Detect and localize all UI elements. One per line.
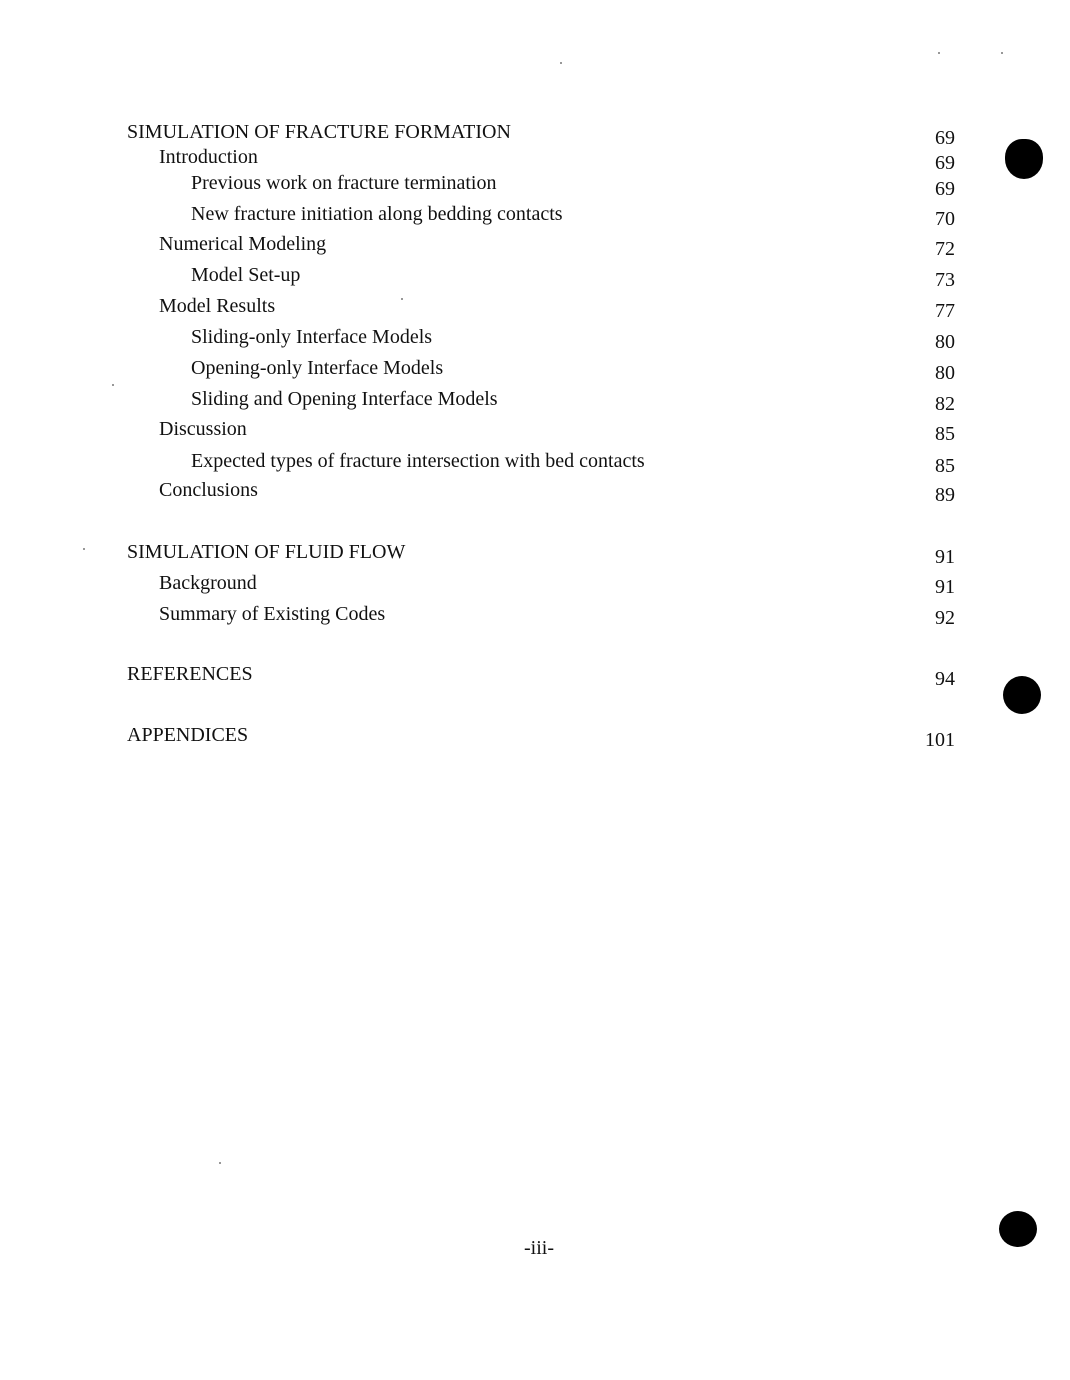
toc-entry (0, 263, 1070, 293)
toc-entry (0, 387, 1070, 417)
toc-entry-page: 69 (935, 127, 955, 149)
toc-entry (0, 232, 1070, 262)
toc-entry-title: Opening-only Interface Models (191, 357, 444, 379)
toc-entry-title: Conclusions (159, 479, 258, 501)
toc-entry (0, 478, 1070, 508)
punch-hole-bottom (999, 1211, 1037, 1247)
toc-entry-page: 70 (935, 208, 955, 230)
toc-entry-page: 69 (935, 178, 955, 200)
toc-entry-page: 85 (935, 423, 955, 445)
toc-entry-title: Introduction (159, 146, 258, 168)
toc-entry-title: Model Set-up (191, 264, 301, 286)
toc-entry-page: 91 (935, 576, 955, 598)
toc-entry-title: Summary of Existing Codes (159, 603, 386, 625)
scan-speck (219, 1162, 221, 1164)
punch-hole-middle (1003, 676, 1041, 714)
toc-entry (0, 325, 1070, 355)
toc-entry-title: SIMULATION OF FRACTURE FORMATION (127, 121, 511, 143)
toc-entry-title: APPENDICES (127, 724, 249, 746)
toc-entry-title: Expected types of fracture intersection with bed contacts (191, 450, 645, 472)
toc-entry (0, 723, 1070, 753)
toc-entry (0, 571, 1070, 601)
toc-entry-title: New fracture initiation along bedding contacts (191, 203, 563, 225)
toc-entry (0, 602, 1070, 632)
page-number: -iii- (524, 1237, 554, 1259)
toc-entry-page: 72 (935, 238, 955, 260)
toc-entry-page: 89 (935, 484, 955, 506)
toc-entry-title: Background (159, 572, 257, 594)
toc-entry-page: 101 (925, 729, 955, 751)
toc-entry (0, 356, 1070, 386)
toc-entry-title: Sliding-only Interface Models (191, 326, 433, 348)
toc-entry-page: 91 (935, 546, 955, 568)
toc-entry (0, 662, 1070, 692)
toc-entry-page: 92 (935, 607, 955, 629)
page-number-footer (0, 1237, 1070, 1260)
toc-entry-page: 77 (935, 300, 955, 322)
toc-entry (0, 449, 1070, 479)
punch-hole-top (1005, 139, 1043, 179)
scan-speck (112, 384, 114, 386)
toc-entry (0, 294, 1070, 324)
scan-speck (1001, 52, 1003, 54)
toc-entry (0, 171, 1070, 201)
toc-entry-page: 73 (935, 269, 955, 291)
scan-speck (401, 298, 403, 300)
toc-entry-page: 69 (935, 152, 955, 174)
toc-entry-page: 94 (935, 668, 955, 690)
toc-entry (0, 540, 1070, 570)
toc-entry-title: SIMULATION OF FLUID FLOW (127, 541, 406, 563)
toc-entry-title: Discussion (159, 418, 247, 440)
scan-speck (560, 62, 562, 64)
toc-entry (0, 417, 1070, 447)
scan-speck (83, 548, 85, 550)
scan-speck (938, 52, 940, 54)
toc-entry-title: Model Results (159, 295, 276, 317)
toc-entry-page: 85 (935, 455, 955, 477)
toc-entry-title: Sliding and Opening Interface Models (191, 388, 498, 410)
toc-entry-page: 80 (935, 331, 955, 353)
toc-entry-title: REFERENCES (127, 663, 253, 685)
toc-entry-title: Previous work on fracture termination (191, 172, 497, 194)
toc-entry (0, 202, 1070, 232)
toc-entry-title: Numerical Modeling (159, 233, 327, 255)
toc-entry-page: 82 (935, 393, 955, 415)
toc-entry-page: 80 (935, 362, 955, 384)
